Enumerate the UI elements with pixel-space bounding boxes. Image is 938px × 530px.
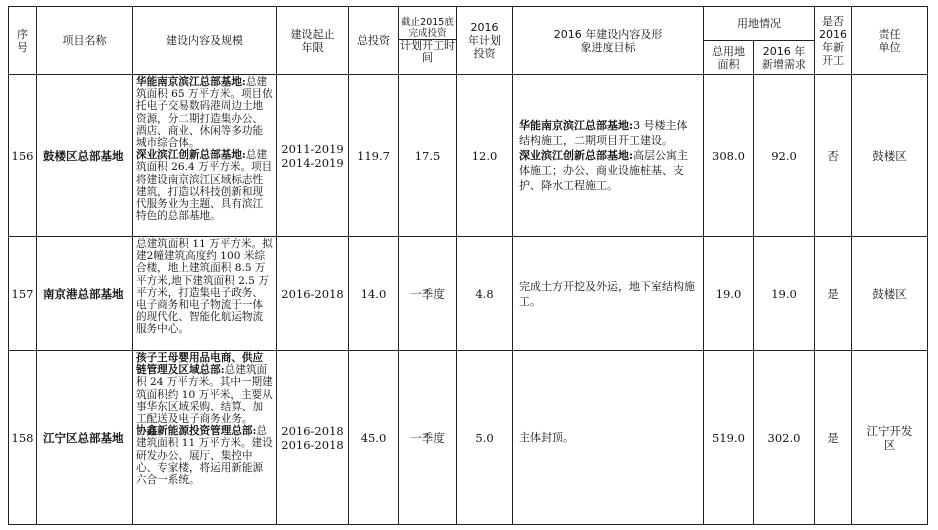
row-period [277,351,349,525]
row-target: 完成土方开挖及外运，地下室结构施工。 [513,237,704,351]
header-name: 项目名称 [37,7,133,75]
row-target: 主体封顶。 [513,351,704,525]
row-period [277,75,349,237]
header-new2016: 是否2016年新开工 [815,7,852,75]
row-total: 45.0 [349,351,399,525]
header-total: 总投资 [349,7,399,75]
scale-part-text: 总建筑面积 26.4 万平方米。项目将建设南京滨江区域标志性建筑，打造以科技创新和现代服务业为主题、具有滨江特色的总部基地。 [136,149,273,223]
header-unit: 责任单位 [852,7,928,75]
table-row [9,351,928,525]
target-part-text: 高层公寓主体施工；办公、商业设施桩基、支护、降水工程施工。 [519,149,689,192]
scale-part-text: 总建筑面积 11 万平方米。建设研发办公、展厅、集控中心、专家楼，将运用新能源六合一系统。 [136,425,273,487]
row-scale [133,351,277,525]
row-is-new: 否 [815,75,852,237]
row-land-total: 308.0 [704,75,754,237]
scale-part-text: 总建筑面积 65 万平方米。项目依托电子交易数码港周边土地资源，分二期打造集办公、酒店、商业、休闲等多功能城市综合体。 [136,76,273,150]
row-unit: 鼓楼区 [852,75,928,237]
header-target: 2016 年建设内容及形象进度目标 [513,7,704,75]
row-total: 119.7 [349,75,399,237]
header-plan2016: 2016 年计划投资 [457,7,513,75]
table-row [9,75,928,237]
period-line: 2014-2019 [281,155,344,170]
row-plan2016: 5.0 [457,351,513,525]
scale-part-text: 总建筑面积 24 万平方米。其中一期建筑面积约 10 万平米，主要从事华东区域采购、结算、加工配送及电子商务业务。 [136,364,273,426]
row-unit: 鼓楼区 [852,237,928,351]
row-seq: 157 [9,237,37,351]
row-is-new: 是 [815,237,852,351]
target-part-title: 深业滨江创新总部基地: [519,149,634,162]
period-line: 2016-2018 [281,423,344,438]
row-seq: 156 [9,75,37,237]
row-is-new: 是 [815,351,852,525]
row-plan2016: 12.0 [457,75,513,237]
row-land-new: 302.0 [754,351,815,525]
project-table [8,6,928,525]
table-row [9,237,928,351]
header-land-total: 总用地面积 [704,41,754,75]
scale-part-title: 深业滨江创新总部基地: [136,149,246,162]
row-land-new: 19.0 [754,237,815,351]
target-part-title: 华能南京滨江总部基地: [519,119,634,132]
row-land-total: 19.0 [704,237,754,351]
target-part-text: 3 号楼主体结构施工，二期项目开工建设。 [519,119,688,147]
header-by2015-bottom: 计划开工时间 [400,39,455,64]
scale-part-title: 华能南京滨江总部基地: [136,76,246,88]
row-target [513,75,704,237]
row-total: 14.0 [349,237,399,351]
row-land-new: 92.0 [754,75,815,237]
row-plan2016: 4.8 [457,237,513,351]
header-land: 用地情况 [704,7,815,41]
row-name: 南京港总部基地 [37,237,133,351]
row-unit: 江宁开发区 [852,351,928,525]
header-by2015 [399,7,457,75]
row-scale [133,75,277,237]
scale-part-title: 孩子王母婴用品电商、供应链管理及区域总部: [136,352,264,377]
header-period: 建设起止年限 [277,7,349,75]
row-by2015: 一季度 [399,351,457,525]
row-by2015: 一季度 [399,237,457,351]
header-seq: 序号 [9,7,37,75]
row-seq: 158 [9,351,37,525]
header-land-new: 2016 年新增需求 [754,41,815,75]
header-scale: 建设内容及规模 [133,7,277,75]
row-by2015: 17.5 [399,75,457,237]
scale-part-title: 协鑫新能源投资管理总部: [136,425,257,438]
row-scale: 总建筑面积 11 万平方米。拟建2幢建筑高度约 100 米综合楼，地上建筑面积 8.5 万平方米,地下建筑面积 2.5 万平方米，打造集电子政务、电子商务和电子物流于一体的现代化、智能化航运物流服务中心。 [133,237,277,351]
row-period: 2016-2018 [277,237,349,351]
period-line: 2016-2018 [281,437,344,452]
period-line: 2011-2019 [281,141,344,156]
header-by2015-top: 截止2015底完成投资 [399,17,456,40]
row-land-total: 519.0 [704,351,754,525]
row-name: 江宁区总部基地 [37,351,133,525]
row-name: 鼓楼区总部基地 [37,75,133,237]
